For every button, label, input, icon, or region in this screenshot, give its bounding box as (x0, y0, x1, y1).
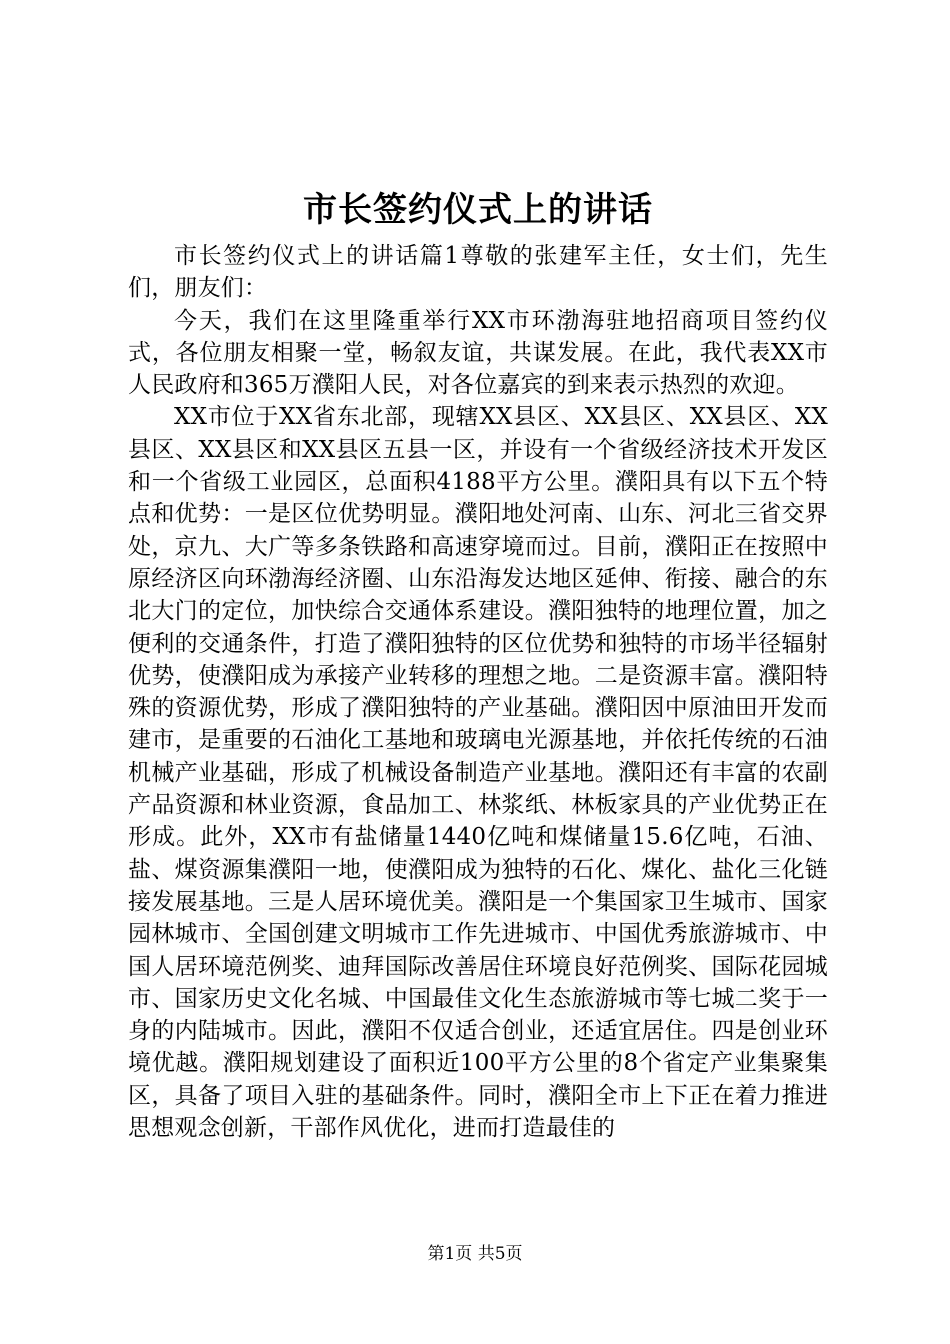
document-page (128, 0, 828, 1344)
paragraph-greeting: 市长签约仪式上的讲话篇1尊敬的张建军主任，女士们，先生们，朋友们： (128, 243, 828, 302)
paragraph-welcome: 今天，我们在这里隆重举行XX市环渤海驻地招商项目签约仪式，各位朋友相聚一堂，畅叙友谊，共谋发展。在此，我代表XX市人民政府和365万濮阳人民，对各位嘉宾的到来表示热烈的欢迎。 (128, 307, 828, 399)
page-number-footer: 第1页 共5页 (427, 1244, 523, 1264)
document-title: 市长签约仪式上的讲话 (303, 190, 653, 230)
document-body (128, 240, 828, 1144)
paragraph-city-overview: XX市位于XX省东北部，现辖XX县区、XX县区、XX县区、XX县区、XX县区和XX县区五县一区，并设有一个省级经济技术开发区和一个省级工业园区，总面积4188平方公里。濮阳具有以下五个特点和优势：一是区位优势明显。濮阳地处河南、山东、河北三省交界处，京九、大广等多条铁路和高速穿境而过。目前，濮阳正在按照中原经济区向环渤海经济圈、山东沿海发达地区延伸、衔接、融合的东北大门的定位，加快综合交通体系建设。濮阳独特的地理位置，加之便利的交通条件，打造了濮阳独特的区位优势和独特的市场半径辐射优势，使濮阳成为承接产业转移的理想之地。二是资源丰富。濮阳特殊的资源优势，形成了濮阳独特的产业基础。濮阳因中原油田开发而建市，是重要的石油化工基地和玻璃电光源基地，并依托传统的石油机械产业基础，形成了机械设备制造产业基地。濮阳还有丰富的农副产品资源和林业资源，食品加工、林浆纸、林板家具的产业优势正在形成。此外，XX市有盐储量1440亿吨和煤储量15.6亿吨，石油、盐、煤资源集濮阳一地，使濮阳成为独特的石化、煤化、盐化三化链接发展基地。三是人居环境优美。濮阳是一个集国家卫生城市、国家园林城市、全国创建文明城市工作先进城市、中国优秀旅游城市、中国人居环境范例奖、迪拜国际改善居住环境良好范例奖、国际花园城市、国家历史文化名城、中国最佳文化生态旅游城市等七城二奖于一身的内陆城市。因此，濮阳不仅适合创业，还适宜居住。四是创业环境优越。濮阳规划建设了面积近100平方公里的8个省定产业集聚集区，具备了项目入驻的基础条件。同时，濮阳全市上下正在着力推进思想观念创新，干部作风优化，进而打造最佳的 (128, 404, 828, 1142)
